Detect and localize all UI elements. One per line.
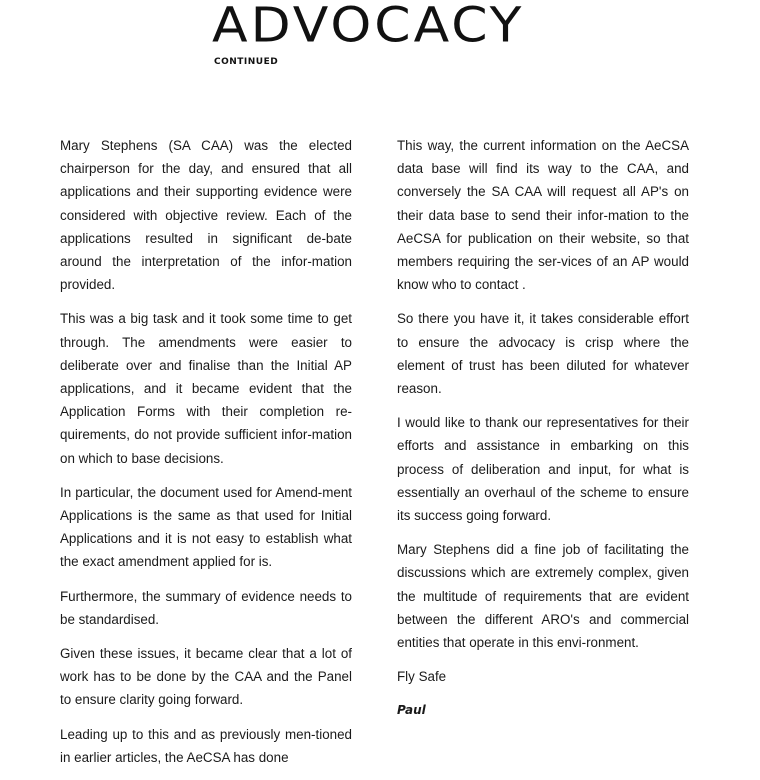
paragraph: I would like to thank our representatives for their efforts and assistance in embarking on this process of deliberation and input, for what is essentially an overhaul of the scheme to ensure its success going forward. [397, 415, 689, 524]
page-subtitle: CONTINUED [214, 57, 279, 67]
page-title: ADVOCACY [212, 0, 525, 54]
sign-off: Fly Safe [397, 669, 447, 685]
paragraph: So there you have it, it takes considerable effort to ensure the advocacy is crisp where the element of trust has been diluted for whatever reason. [397, 311, 689, 397]
right-column [397, 134, 689, 734]
signature: Paul [397, 703, 426, 718]
paragraph: This was a big task and it took some time to get through. The amendments were easier to deliberate over and finalise than the Initial AP applications, and it became evident that the Application Forms with their completion re-quirements, do not provide sufficient infor-mation on which to base decisions. [60, 311, 352, 466]
paragraph: Given these issues, it became clear that a lot of work has to be done by the CAA and the Panel to ensure clarity going forward. [60, 646, 352, 708]
paragraph: This way, the current information on the AeCSA data base will find its way to the CAA, and conversely the SA CAA will request all AP's on their data base to send their infor-mation to the AeCSA for publication on their website, so that members requiring the ser-vices of an AP would know who to contact . [397, 138, 689, 293]
paragraph: Mary Stephens (SA CAA) was the elected chairperson for the day, and ensured that all applications and their supporting evidence were considered with objective review. Each of the applications resulted in significant de-bate around the interpretation of the infor-mation provided. [60, 138, 352, 293]
paragraph: In particular, the document used for Amend-ment Applications is the same as that used for Initial Applications and it is not easy to establish what the exact amendment applied for is. [60, 484, 352, 570]
paragraph: Mary Stephens did a fine job of facilitating the discussions which are extremely complex, given the multitude of requirements that are evident between the different ARO's and commercial entities that operate in this envi-ronment. [397, 542, 689, 651]
paragraph: Furthermore, the summary of evidence needs to be standardised. [60, 588, 352, 627]
left-column [60, 134, 352, 780]
paragraph: Leading up to this and as previously men-tioned in earlier articles, the AeCSA has done [60, 726, 352, 765]
